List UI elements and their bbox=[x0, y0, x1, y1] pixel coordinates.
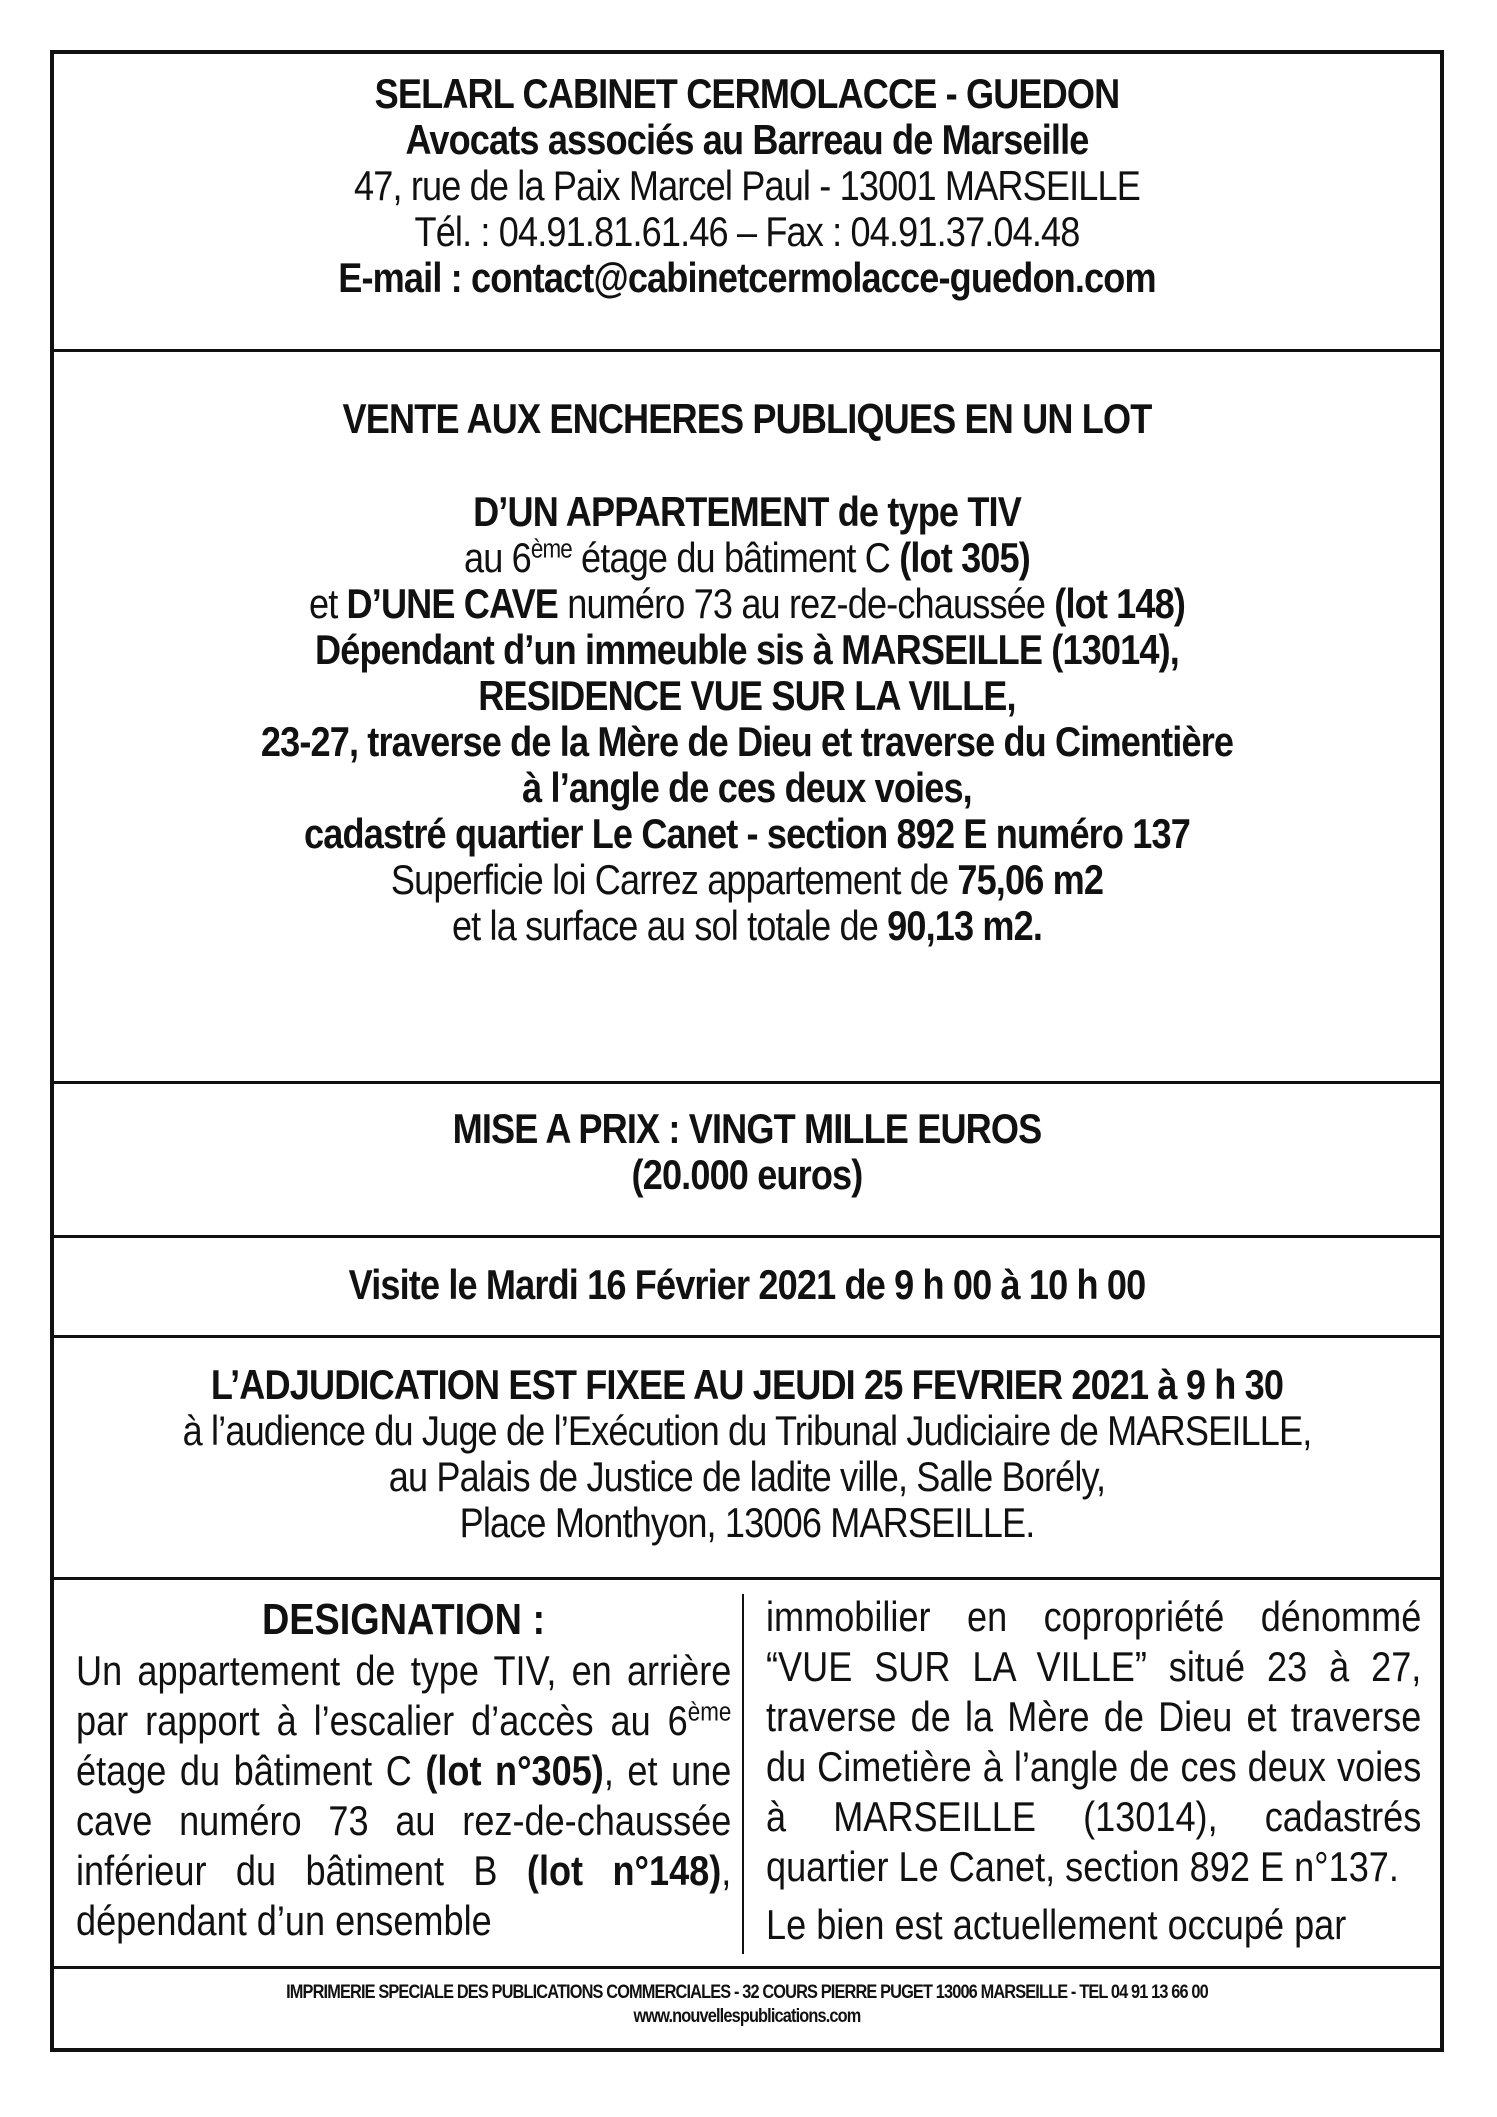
printer-website: www.nouvellespublications.com bbox=[633, 2006, 861, 2027]
apartment-line bbox=[151, 489, 1343, 535]
floor-sup: ème bbox=[530, 533, 572, 564]
sale-description bbox=[54, 352, 1440, 1084]
cave-mid: numéro 73 au rez-de-chaussée bbox=[558, 580, 1055, 627]
adjudication-line-1: à l’audience du Juge de l’Exécution du Tribunal Judiciaire de MARSEILLE, bbox=[182, 1407, 1312, 1454]
floor-line bbox=[151, 535, 1343, 581]
apartment-type: de type TIV bbox=[828, 488, 1021, 535]
printer-footer bbox=[54, 1966, 1440, 2048]
residence-line: RESIDENCE VUE SUR LA VILLE, bbox=[478, 672, 1016, 719]
designation-left-d: , dépendant d’un ensemble bbox=[76, 1847, 732, 1944]
designation-right-p2: Le bien est actuellement occupé par bbox=[766, 1901, 1347, 1948]
designation-left-c: , et une cave numéro 73 au rez-de-chaussée inférieur du bâtiment B bbox=[76, 1747, 732, 1894]
adjudication-line-2: au Palais de Justice de ladite ville, Salle Borély, bbox=[388, 1453, 1106, 1500]
sale-title: VENTE AUX ENCHERES PUBLIQUES EN UN LOT bbox=[342, 395, 1152, 442]
firm-email: E-mail : contact@cabinetcermolacce-guedon.com bbox=[338, 254, 1156, 301]
firm-subtitle: Avocats associés au Barreau de Marseille bbox=[405, 116, 1089, 163]
legal-notice bbox=[50, 50, 1444, 2052]
printer-info: IMPRIMERIE SPECIALE DES PUBLICATIONS COMMERCIALES - 32 COURS PIERRE PUGET 13006 MARSEILLE - TEL 04 91 13 66 00 bbox=[286, 1982, 1208, 2003]
designation-left-b: étage du bâtiment C bbox=[76, 1747, 426, 1794]
street-line: 23-27, traverse de la Mère de Dieu et traverse du Cimentière bbox=[260, 718, 1234, 765]
designation-left-text bbox=[76, 1646, 731, 1946]
floor-lot: (lot 305) bbox=[899, 534, 1030, 581]
visit-text: Visite le Mardi 16 Février 2021 de 9 h 00 à 10 h 00 bbox=[348, 1261, 1146, 1308]
cave-line bbox=[151, 581, 1343, 627]
adjudication-info bbox=[54, 1338, 1440, 1580]
designation-lot-305: (lot n°305) bbox=[425, 1747, 604, 1794]
carrez-line bbox=[151, 857, 1343, 903]
carrez-value: 75,06 m2 bbox=[957, 856, 1104, 903]
firm-phone-fax: Tél. : 04.91.81.61.46 – Fax : 04.91.37.04.48 bbox=[414, 208, 1080, 255]
building-line: Dépendant d’un immeuble sis à MARSEILLE (13014), bbox=[315, 626, 1179, 673]
ground-line bbox=[151, 903, 1343, 949]
price-figure: (20.000 euros) bbox=[631, 1151, 863, 1198]
designation-lot-148: (lot n°148) bbox=[526, 1847, 722, 1894]
firm-name: SELARL CABINET CERMOLACCE - GUEDON bbox=[374, 70, 1120, 117]
designation-title: DESIGNATION : bbox=[261, 1595, 546, 1644]
ground-value: 90,13 m2. bbox=[887, 902, 1043, 949]
adjudication-title: L’ADJUDICATION EST FIXEE AU JEUDI 25 FEVRIER 2021 à 9 h 30 bbox=[210, 1361, 1284, 1408]
designation-left-sup: ème bbox=[687, 1696, 732, 1727]
designation-left-column bbox=[76, 1580, 731, 1946]
cave-lot: (lot 148) bbox=[1054, 580, 1186, 627]
cave-label: D’UNE CAVE bbox=[346, 580, 559, 627]
visit-info bbox=[54, 1238, 1440, 1338]
designation-right-p1: immobilier en copropriété dénommé “VUE SUR LA VILLE” situé 23 à 27, traverse de la Mère de Dieu et traverse du Cimetière à l’angle de ces deux voies à MARSEILLE (13014), cadastrés quartier Le Canet, section 892 E n°137. bbox=[766, 1593, 1422, 1890]
apartment-label: D’UN APPARTEMENT bbox=[473, 488, 829, 535]
designation-left-a: Un appartement de type TIV, en arrière par rapport à l’escalier d’accès au 6 bbox=[76, 1647, 732, 1744]
cadastre-line: cadastré quartier Le Canet - section 892 E numéro 137 bbox=[304, 810, 1190, 857]
column-divider bbox=[742, 1594, 744, 1954]
firm-header bbox=[54, 54, 1440, 352]
carrez-label: Superficie loi Carrez appartement de bbox=[390, 856, 958, 903]
floor-post: étage du bâtiment C bbox=[571, 534, 900, 581]
firm-address: 47, rue de la Paix Marcel Paul - 13001 MARSEILLE bbox=[354, 162, 1140, 209]
reserve-price bbox=[54, 1084, 1440, 1238]
floor-pre: au 6 bbox=[464, 534, 531, 581]
adjudication-line-3: Place Monthyon, 13006 MARSEILLE. bbox=[459, 1499, 1035, 1546]
price-words: MISE A PRIX : VINGT MILLE EUROS bbox=[452, 1105, 1042, 1152]
ground-label: et la surface au sol totale de bbox=[451, 902, 888, 949]
corner-line: à l’angle de ces deux voies, bbox=[522, 764, 972, 811]
cave-pre: et bbox=[308, 580, 347, 627]
designation bbox=[54, 1580, 1440, 1966]
designation-right-column bbox=[766, 1580, 1421, 1950]
